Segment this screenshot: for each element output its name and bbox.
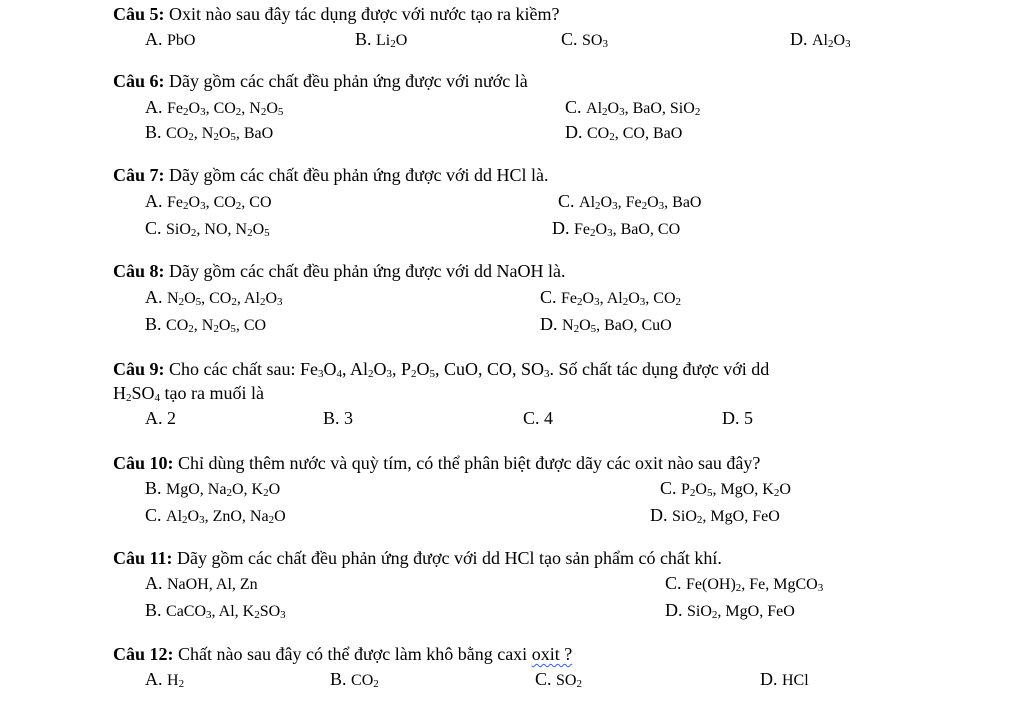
question-9 <box>113 358 769 380</box>
option-b: B. $CO_2$, $N_2O_5$, CO <box>145 314 267 335</box>
formula: SiO$_2$, MgO, FeO <box>672 508 780 526</box>
question-number: Câu 5: <box>113 4 165 24</box>
option-d: D. $N_2O_5$, BaO, CuO <box>540 314 672 335</box>
question-text: Dãy gồm các chất đều phản ứng được với dd HCl là. <box>169 165 549 185</box>
option-a: A. $Fe_2O_3$, $CO_2$, CO <box>145 191 272 212</box>
spellcheck-underlined-text: oxit ? <box>531 644 573 664</box>
formula: $Fe_2O_3$, $CO_2$, CO <box>167 194 272 212</box>
formula: $CO_2$, $N_2O_5$, BaO <box>166 125 274 143</box>
question-9-line-2: $H_2SO_4$ tạo ra muối là <box>113 383 264 404</box>
question-text: Oxit nào sau đây tác dụng được với nước tạo ra kiềm? <box>169 4 560 24</box>
question-7 <box>113 164 548 186</box>
formula: HCl <box>782 672 809 689</box>
option-c: C. $Al_2O_3$, $Fe_2O_3$, BaO <box>558 191 702 212</box>
formula: NaOH, Al, Zn <box>167 576 258 593</box>
question-number: Câu 6: <box>113 71 165 91</box>
formula: CaCO$_3$, Al, $K_2SO_3$ <box>166 603 286 621</box>
formula: $Li_2O$ <box>376 32 408 50</box>
option-d: D. SiO$_2$, MgO, FeO <box>665 600 795 621</box>
option-c: C. $SO_3$ <box>561 29 608 50</box>
option-c: C. $Fe(OH)_2$, Fe, MgCO$_3$ <box>665 573 824 594</box>
question-text: Dãy gồm các chất đều phản ứng được với dd NaOH là. <box>169 261 566 281</box>
option-c: C. $Fe_2O_3$, $Al_2O_3$, $CO_2$ <box>540 287 681 308</box>
question-number: Câu 10: <box>113 453 174 473</box>
formula: $Fe_2O_3$, $CO_2$, $N_2O_5$ <box>167 100 284 118</box>
option-b: B. $Li_2O$ <box>355 29 408 50</box>
question-text: Chỉ dùng thêm nước và quỳ tím, có thể phân biệt được dãy các oxit nào sau đây? <box>178 453 761 473</box>
option-a: A. NaOH, Al, Zn <box>145 573 258 593</box>
option-c-second: C. $Al_2O_3$, ZnO, $Na_2O$ <box>145 505 286 526</box>
option-d: D. $Al_2O_3$ <box>790 29 851 50</box>
formula: $SO_2$ <box>556 672 582 690</box>
question-text: Chất nào sau đây có thể được làm khô bằng caxi <box>178 644 528 664</box>
formula: $H_2$ <box>167 672 185 690</box>
option-a: A. $N_2O_5$, $CO_2$, $Al_2O_3$ <box>145 287 283 308</box>
option-b: B. $CO_2$ <box>330 669 379 690</box>
option-a: A. $Fe_2O_3$, $CO_2$, $N_2O_5$ <box>145 97 284 118</box>
formula: $CO_2$, CO, BaO <box>587 125 683 143</box>
formula: $P_2O_5$, MgO, $K_2O$ <box>681 481 791 499</box>
question-text-line-1: Cho các chất sau: $Fe_3O_4$, $Al_2O_3$, $P_2O_5$, CuO, CO, $SO_3$. Số chất tác dụng được với dd <box>169 359 770 380</box>
option-d: D. HCl <box>760 669 809 689</box>
question-text: Dãy gồm các chất đều phản ứng được với nước là <box>169 71 528 91</box>
formula: $N_2O_5$, $CO_2$, $Al_2O_3$ <box>167 290 283 308</box>
option-c: C. $SO_2$ <box>535 669 582 690</box>
option-a: A. $H_2$ <box>145 669 185 690</box>
option-c: C. $P_2O_5$, MgO, $K_2O$ <box>660 478 791 499</box>
formula: SiO$_2$, MgO, FeO <box>687 603 795 621</box>
option-b: B. MgO, $Na_2O$, $K_2O$ <box>145 478 281 499</box>
formula: PbO <box>167 32 196 49</box>
option-c-second: C. SiO$_2$, NO, $N_2O_5$ <box>145 218 270 239</box>
option-a: A. PbO <box>145 29 196 49</box>
formula: $Fe_2O_3$, BaO, CO <box>574 221 681 239</box>
formula: SiO$_2$, NO, $N_2O_5$ <box>166 221 270 239</box>
question-number: Câu 9: <box>113 359 165 379</box>
formula: 2 <box>167 408 176 428</box>
option-d: D. $CO_2$, CO, BaO <box>565 122 683 143</box>
question-number: Câu 11: <box>113 548 173 568</box>
question-text: Dãy gồm các chất đều phản ứng được với dd HCl tạo sản phẩm có chất khí. <box>177 548 722 568</box>
formula: 4 <box>544 408 554 428</box>
formula: $Fe_2O_3$, $Al_2O_3$, $CO_2$ <box>561 290 681 308</box>
formula: $Fe(OH)_2$, Fe, MgCO$_3$ <box>686 576 824 594</box>
formula: $CO_2$ <box>351 672 379 690</box>
question-10 <box>113 452 760 474</box>
option-c: C. $Al_2O_3$, BaO, SiO$_2$ <box>565 97 701 118</box>
question-8 <box>113 260 565 282</box>
formula: $Al_2O_3$, BaO, SiO$_2$ <box>586 100 701 118</box>
option-d: D. $Fe_2O_3$, BaO, CO <box>552 218 681 239</box>
formula: MgO, $Na_2O$, $K_2O$ <box>166 481 281 499</box>
formula: 3 <box>344 408 354 428</box>
formula: 5 <box>744 408 753 428</box>
option-a: A. 2 <box>145 408 176 428</box>
formula: $CO_2$, $N_2O_5$, CO <box>166 317 267 335</box>
option-b: B. CaCO$_3$, Al, $K_2SO_3$ <box>145 600 286 621</box>
question-6 <box>113 70 528 92</box>
option-d: D. SiO$_2$, MgO, FeO <box>650 505 780 526</box>
option-b: B. $CO_2$, $N_2O_5$, BaO <box>145 122 274 143</box>
formula: $SO_3$ <box>582 32 608 50</box>
question-11 <box>113 547 722 569</box>
formula: $N_2O_5$, BaO, CuO <box>562 317 672 335</box>
question-number: Câu 7: <box>113 165 165 185</box>
question-number: Câu 8: <box>113 261 165 281</box>
option-b: B. 3 <box>323 408 354 428</box>
option-d: D. 5 <box>722 408 753 428</box>
formula: $Al_2O_3$, ZnO, $Na_2O$ <box>166 508 286 526</box>
question-5 <box>113 3 559 25</box>
formula: $Al_2O_3$, $Fe_2O_3$, BaO <box>579 194 702 212</box>
option-c: C. 4 <box>523 408 554 428</box>
formula: $Al_2O_3$ <box>812 32 851 50</box>
question-number: Câu 12: <box>113 644 174 664</box>
question-12 <box>113 643 572 665</box>
